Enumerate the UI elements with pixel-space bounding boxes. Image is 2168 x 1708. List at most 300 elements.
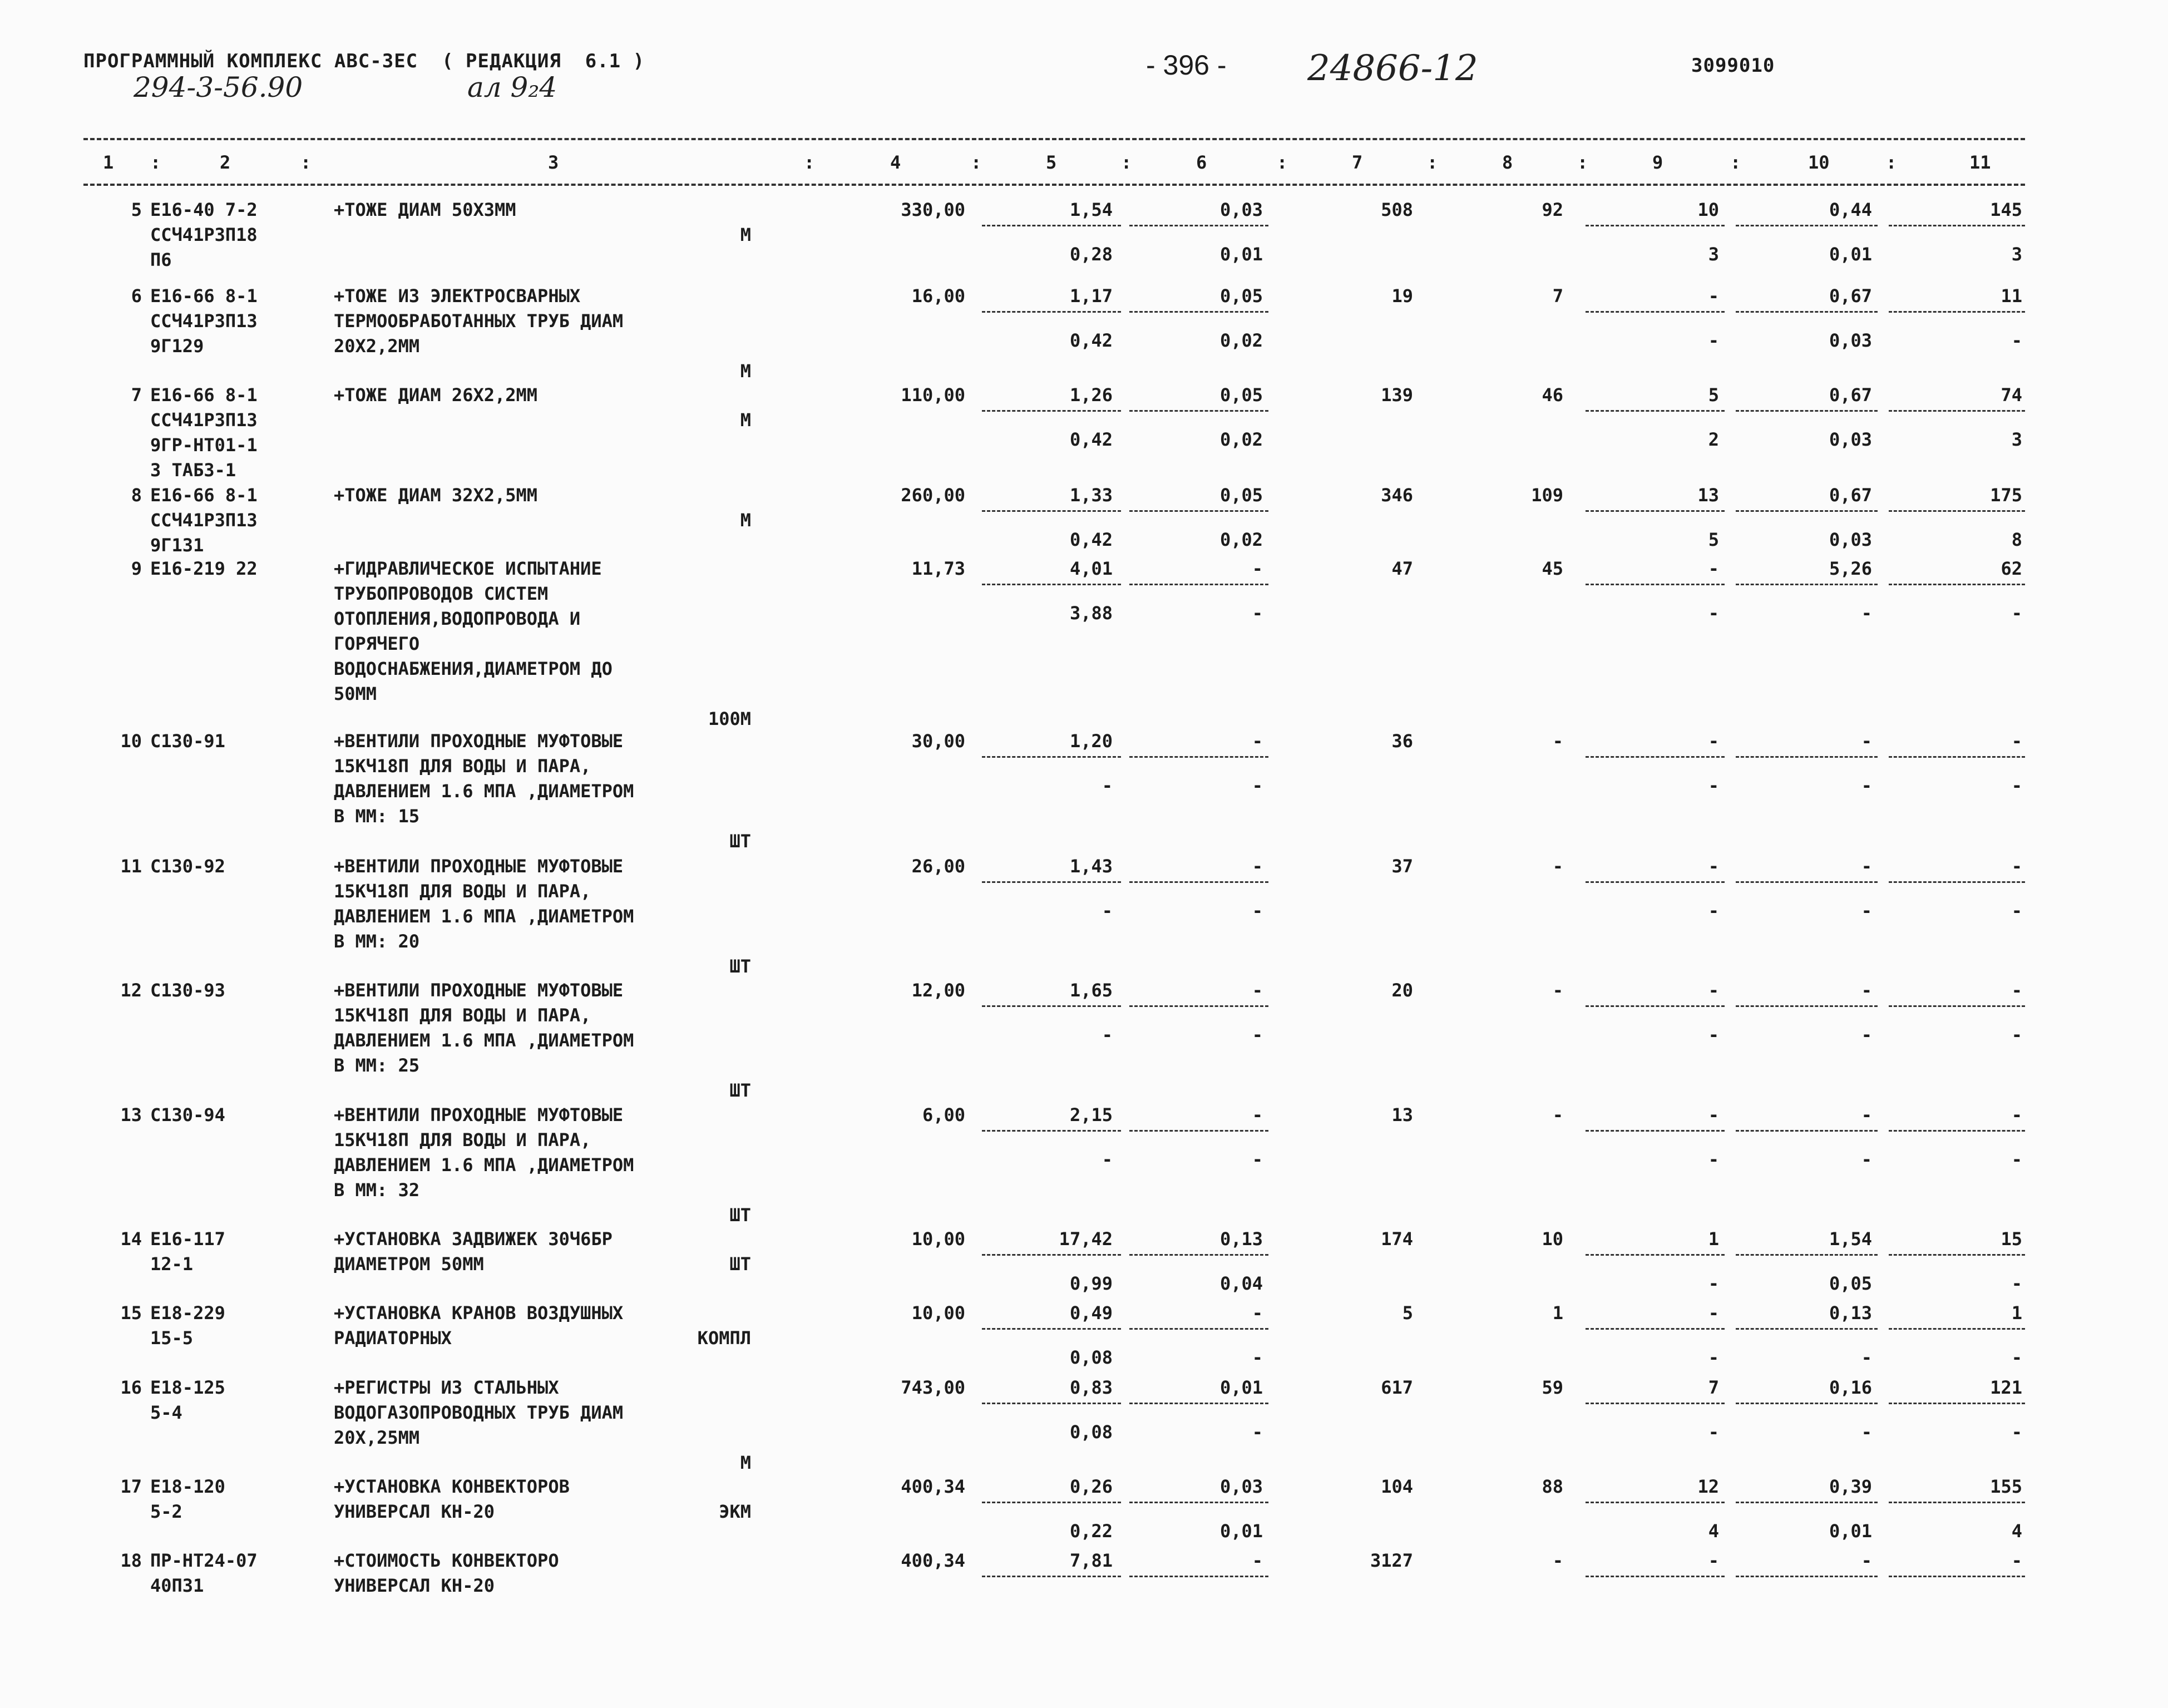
cell-divider bbox=[1889, 881, 2025, 883]
work-description: 15КЧ18П ДЛЯ ВОДЫ И ПАРА, bbox=[334, 1005, 591, 1026]
col11-value: - bbox=[2011, 856, 2022, 877]
cell-divider bbox=[1736, 881, 1878, 883]
unit-cost-wages: - bbox=[1102, 1149, 1113, 1170]
unit-cost-machine-wages: 0,02 bbox=[1219, 429, 1263, 450]
total-wages: - bbox=[1552, 1104, 1563, 1125]
cell-divider bbox=[1889, 1254, 2025, 1256]
unit-cost-machine-wages: 0,02 bbox=[1219, 330, 1263, 351]
unit-of-measure: ШТ bbox=[729, 956, 751, 977]
unit-cost-wages: - bbox=[1102, 1024, 1113, 1045]
total-wages: 7 bbox=[1552, 285, 1563, 307]
total-cost: 174 bbox=[1381, 1228, 1413, 1250]
column-separator: : bbox=[1577, 152, 1588, 173]
column-header-9: 9 bbox=[1652, 152, 1663, 173]
work-description: +ТОЖЕ ДИАМ 26Х2,2ММ bbox=[334, 384, 538, 406]
unit-cost-wages: - bbox=[1102, 900, 1113, 921]
work-description: +ТОЖЕ ИЗ ЭЛЕКТРОСВАРНЫХ bbox=[334, 285, 581, 307]
col11-value: 121 bbox=[1990, 1377, 2022, 1398]
row-number: 11 bbox=[120, 856, 142, 877]
cell-divider bbox=[1889, 225, 2025, 226]
column-header-5: 5 bbox=[1046, 152, 1057, 173]
work-description: +ВЕНТИЛИ ПРОХОДНЫЕ МУФТОВЫЕ bbox=[334, 1104, 624, 1125]
work-description: +ТОЖЕ ДИАМ 50Х3ММ bbox=[334, 199, 516, 220]
column-header-3: 3 bbox=[548, 152, 559, 173]
cell-divider bbox=[1129, 756, 1268, 758]
total-cost: 47 bbox=[1391, 558, 1413, 579]
col9-value: - bbox=[1708, 856, 1719, 877]
unit-cost-wages: 3,88 bbox=[1069, 603, 1113, 624]
cell-divider bbox=[1889, 1576, 2025, 1577]
col9-value: 1 bbox=[1708, 1228, 1719, 1250]
unit-of-measure: 100М bbox=[708, 708, 751, 729]
column-header-8: 8 bbox=[1502, 152, 1513, 173]
work-description: УНИВЕРСАЛ КН-20 bbox=[334, 1501, 495, 1522]
cell-divider bbox=[1736, 1254, 1878, 1256]
col10-value: - bbox=[1861, 856, 1872, 877]
quantity: 110,00 bbox=[901, 384, 965, 406]
unit-cost-total: 1,54 bbox=[1069, 199, 1113, 220]
unit-cost-total: 1,26 bbox=[1069, 384, 1113, 406]
col9-value: - bbox=[1708, 1302, 1719, 1324]
cell-divider bbox=[1586, 756, 1725, 758]
unit-of-measure: М bbox=[740, 510, 751, 531]
cell-divider bbox=[982, 1254, 1121, 1256]
row-number: 9 bbox=[131, 558, 142, 579]
unit-cost-total: 0,49 bbox=[1069, 1302, 1113, 1324]
col9-value: 13 bbox=[1697, 485, 1719, 506]
col10-subvalue: - bbox=[1861, 1024, 1872, 1045]
col11-subvalue: - bbox=[2011, 1149, 2022, 1170]
unit-cost-machine-wages: 0,01 bbox=[1219, 1521, 1263, 1542]
cell-divider bbox=[1586, 1328, 1725, 1330]
col9-subvalue: - bbox=[1708, 603, 1719, 624]
work-description: ДАВЛЕНИЕМ 1.6 МПА ,ДИАМЕТРОМ bbox=[334, 1030, 634, 1051]
col9-subvalue: 3 bbox=[1708, 244, 1719, 265]
col11-subvalue: - bbox=[2011, 330, 2022, 351]
work-description: +РЕГИСТРЫ ИЗ СТАЛЬНЫХ bbox=[334, 1377, 559, 1398]
total-wages: 45 bbox=[1542, 558, 1563, 579]
norm-code: 9Г131 bbox=[150, 535, 204, 556]
unit-cost-machine-wages: - bbox=[1252, 1421, 1263, 1443]
unit-cost-total: 1,65 bbox=[1069, 980, 1113, 1001]
unit-of-measure: ШТ bbox=[729, 1205, 751, 1226]
quantity: 330,00 bbox=[901, 199, 965, 220]
unit-cost-total: 0,83 bbox=[1069, 1377, 1113, 1398]
unit-cost-total: 0,26 bbox=[1069, 1476, 1113, 1497]
total-wages: - bbox=[1552, 980, 1563, 1001]
row-number: 14 bbox=[120, 1228, 142, 1250]
total-cost: 19 bbox=[1391, 285, 1413, 307]
cell-divider bbox=[1889, 510, 2025, 512]
col10-subvalue: - bbox=[1861, 775, 1872, 796]
col11-value: - bbox=[2011, 980, 2022, 1001]
cell-divider bbox=[1736, 1328, 1878, 1330]
col9-value: - bbox=[1708, 1550, 1719, 1571]
unit-cost-total: 1,33 bbox=[1069, 485, 1113, 506]
norm-code: E16-219 22 bbox=[150, 558, 258, 579]
col9-subvalue: 4 bbox=[1708, 1521, 1719, 1542]
total-cost: 3127 bbox=[1370, 1550, 1413, 1571]
column-header-7: 7 bbox=[1352, 152, 1363, 173]
col11-value: 145 bbox=[1990, 199, 2022, 220]
work-description: ТРУБОПРОВОДОВ СИСТЕМ bbox=[334, 583, 549, 604]
col10-value: 0,13 bbox=[1829, 1302, 1872, 1324]
unit-cost-total: 1,17 bbox=[1069, 285, 1113, 307]
column-header-4: 4 bbox=[890, 152, 901, 173]
col11-value: - bbox=[2011, 730, 2022, 752]
unit-cost-total: 17,42 bbox=[1059, 1228, 1113, 1250]
cell-divider bbox=[1889, 1502, 2025, 1503]
work-description: 20Х2,2ММ bbox=[334, 335, 420, 357]
col9-value: - bbox=[1708, 980, 1719, 1001]
col11-subvalue: - bbox=[2011, 603, 2022, 624]
total-wages: 1 bbox=[1552, 1302, 1563, 1324]
program-title: ПРОГРАММНЫЙ КОМПЛЕКС АВС-3ЕС ( РЕДАКЦИЯ 6.1 ) bbox=[83, 50, 645, 72]
row-number: 13 bbox=[120, 1104, 142, 1125]
norm-code: 9ГР-НТ01-1 bbox=[150, 435, 258, 456]
cell-divider bbox=[982, 1328, 1121, 1330]
work-description: 15КЧ18П ДЛЯ ВОДЫ И ПАРА, bbox=[334, 881, 591, 902]
quantity: 400,34 bbox=[901, 1476, 965, 1497]
unit-cost-machines: - bbox=[1252, 856, 1263, 877]
cell-divider bbox=[1129, 1328, 1268, 1330]
unit-cost-machines: - bbox=[1252, 730, 1263, 752]
col9-subvalue: - bbox=[1708, 330, 1719, 351]
col10-subvalue: 0,03 bbox=[1829, 529, 1872, 550]
total-wages: 88 bbox=[1542, 1476, 1563, 1497]
row-number: 17 bbox=[120, 1476, 142, 1497]
unit-of-measure: ШТ bbox=[729, 831, 751, 852]
quantity: 743,00 bbox=[901, 1377, 965, 1398]
col9-subvalue: - bbox=[1708, 1421, 1719, 1443]
cell-divider bbox=[1129, 1254, 1268, 1256]
work-description: 15КЧ18П ДЛЯ ВОДЫ И ПАРА, bbox=[334, 1129, 591, 1151]
cell-divider bbox=[1586, 881, 1725, 883]
col10-subvalue: - bbox=[1861, 1347, 1872, 1368]
work-description: ОТОПЛЕНИЯ,ВОДОПРОВОДА И bbox=[334, 608, 581, 629]
unit-cost-wages: - bbox=[1102, 775, 1113, 796]
col10-value: 0,67 bbox=[1829, 285, 1872, 307]
cell-divider bbox=[1129, 1403, 1268, 1404]
work-description: +УСТАНОВКА КРАНОВ ВОЗДУШНЫХ bbox=[334, 1302, 624, 1324]
col9-subvalue: - bbox=[1708, 900, 1719, 921]
col10-subvalue: - bbox=[1861, 1421, 1872, 1443]
work-description: 50ММ bbox=[334, 683, 377, 704]
work-description: +ТОЖЕ ДИАМ 32Х2,5ММ bbox=[334, 485, 538, 506]
col9-subvalue: - bbox=[1708, 1273, 1719, 1294]
column-separator: : bbox=[804, 152, 815, 173]
col9-value: - bbox=[1708, 730, 1719, 752]
col10-value: - bbox=[1861, 980, 1872, 1001]
cell-divider bbox=[1736, 225, 1878, 226]
row-number: 5 bbox=[131, 199, 142, 220]
cell-divider bbox=[982, 584, 1121, 585]
document-number-handwritten: 24866-12 bbox=[1307, 48, 1478, 89]
work-description: ДАВЛЕНИЕМ 1.6 МПА ,ДИАМЕТРОМ bbox=[334, 906, 634, 927]
norm-code: E18-120 bbox=[150, 1476, 225, 1497]
column-separator: : bbox=[1886, 152, 1897, 173]
unit-of-measure: М bbox=[740, 361, 751, 382]
document-code: 3099010 bbox=[1691, 55, 1775, 77]
unit-cost-machines: 0,03 bbox=[1219, 199, 1263, 220]
work-description: ГОРЯЧЕГО bbox=[334, 633, 420, 654]
col11-value: 74 bbox=[2001, 384, 2022, 406]
col10-subvalue: 0,01 bbox=[1829, 1521, 1872, 1542]
column-separator: : bbox=[300, 152, 312, 173]
work-description: 15КЧ18П ДЛЯ ВОДЫ И ПАРА, bbox=[334, 756, 591, 777]
cell-divider bbox=[982, 510, 1121, 512]
col11-value: 175 bbox=[1990, 485, 2022, 506]
row-number: 8 bbox=[131, 485, 142, 506]
work-description: ВОДОГАЗОПРОВОДНЫХ ТРУБ ДИАМ bbox=[334, 1402, 624, 1423]
norm-code: 5-2 bbox=[150, 1501, 182, 1522]
total-wages: 10 bbox=[1542, 1228, 1563, 1250]
col10-value: 0,16 bbox=[1829, 1377, 1872, 1398]
unit-of-measure: ШТ bbox=[729, 1253, 751, 1275]
work-description: +ВЕНТИЛИ ПРОХОДНЫЕ МУФТОВЫЕ bbox=[334, 730, 624, 752]
col10-value: 0,67 bbox=[1829, 485, 1872, 506]
row-number: 16 bbox=[120, 1377, 142, 1398]
norm-code: 12-1 bbox=[150, 1253, 194, 1275]
work-description: В ММ: 20 bbox=[334, 931, 420, 952]
norm-code: E18-125 bbox=[150, 1377, 225, 1398]
work-description: +СТОИМОСТЬ КОНВЕКТОРО bbox=[334, 1550, 559, 1571]
unit-cost-machine-wages: - bbox=[1252, 603, 1263, 624]
col11-subvalue: - bbox=[2011, 1273, 2022, 1294]
unit-cost-machines: 0,05 bbox=[1219, 384, 1263, 406]
norm-code: C130-93 bbox=[150, 980, 225, 1001]
table-header-rule bbox=[83, 184, 2025, 186]
col10-value: - bbox=[1861, 730, 1872, 752]
col11-value: 15 bbox=[2001, 1228, 2022, 1250]
col9-subvalue: - bbox=[1708, 1024, 1719, 1045]
column-separator: : bbox=[971, 152, 982, 173]
unit-cost-wages: 0,42 bbox=[1069, 529, 1113, 550]
column-header-2: 2 bbox=[220, 152, 231, 173]
cell-divider bbox=[1736, 311, 1878, 313]
unit-cost-machine-wages: 0,02 bbox=[1219, 529, 1263, 550]
cell-divider bbox=[1736, 1502, 1878, 1503]
col11-subvalue: - bbox=[2011, 1347, 2022, 1368]
cell-divider bbox=[1129, 1130, 1268, 1132]
unit-cost-machine-wages: - bbox=[1252, 1024, 1263, 1045]
cell-divider bbox=[1129, 1502, 1268, 1503]
col9-value: - bbox=[1708, 285, 1719, 307]
total-cost: 36 bbox=[1391, 730, 1413, 752]
col10-subvalue: 0,03 bbox=[1829, 330, 1872, 351]
unit-cost-wages: 0,99 bbox=[1069, 1273, 1113, 1294]
col10-value: - bbox=[1861, 1104, 1872, 1125]
total-cost: 346 bbox=[1381, 485, 1413, 506]
unit-cost-wages: 0,28 bbox=[1069, 244, 1113, 265]
total-wages: 109 bbox=[1531, 485, 1563, 506]
cell-divider bbox=[1586, 584, 1725, 585]
col10-value: - bbox=[1861, 1550, 1872, 1571]
col11-value: - bbox=[2011, 1104, 2022, 1125]
work-description: УНИВЕРСАЛ КН-20 bbox=[334, 1575, 495, 1596]
norm-code: E16-66 8-1 bbox=[150, 285, 258, 307]
col11-value: 11 bbox=[2001, 285, 2022, 307]
total-cost: 5 bbox=[1402, 1302, 1413, 1324]
cell-divider bbox=[1736, 1005, 1878, 1007]
col11-subvalue: - bbox=[2011, 775, 2022, 796]
cell-divider bbox=[1586, 1502, 1725, 1503]
cell-divider bbox=[1129, 584, 1268, 585]
work-description: +УСТАНОВКА КОНВЕКТОРОВ bbox=[334, 1476, 570, 1497]
cell-divider bbox=[1129, 410, 1268, 412]
cell-divider bbox=[982, 881, 1121, 883]
work-description: В ММ: 32 bbox=[334, 1179, 420, 1201]
norm-code: E18-229 bbox=[150, 1302, 225, 1324]
quantity: 400,34 bbox=[901, 1550, 965, 1571]
album-number-handwritten: ал 9₂4 bbox=[467, 71, 557, 103]
page-number: - 396 - bbox=[1146, 50, 1227, 81]
cell-divider bbox=[1889, 756, 2025, 758]
work-description: ДИАМЕТРОМ 50ММ bbox=[334, 1253, 484, 1275]
cell-divider bbox=[982, 225, 1121, 226]
cell-divider bbox=[1736, 1403, 1878, 1404]
cell-divider bbox=[1736, 410, 1878, 412]
total-cost: 617 bbox=[1381, 1377, 1413, 1398]
col11-subvalue: 3 bbox=[2011, 429, 2022, 450]
column-separator: : bbox=[150, 152, 161, 173]
col11-subvalue: 8 bbox=[2011, 529, 2022, 550]
cell-divider bbox=[1736, 510, 1878, 512]
quantity: 6,00 bbox=[922, 1104, 965, 1125]
cell-divider bbox=[982, 1502, 1121, 1503]
unit-cost-machines: - bbox=[1252, 1550, 1263, 1571]
col10-value: 1,54 bbox=[1829, 1228, 1872, 1250]
unit-cost-total: 4,01 bbox=[1069, 558, 1113, 579]
column-separator: : bbox=[1730, 152, 1741, 173]
cell-divider bbox=[1889, 1328, 2025, 1330]
cell-divider bbox=[1889, 584, 2025, 585]
cell-divider bbox=[1889, 1130, 2025, 1132]
unit-cost-machine-wages: 0,04 bbox=[1219, 1273, 1263, 1294]
norm-code: П6 bbox=[150, 249, 172, 270]
col10-value: 0,67 bbox=[1829, 384, 1872, 406]
unit-cost-total: 2,15 bbox=[1069, 1104, 1113, 1125]
norm-code: ПР-НТ24-07 bbox=[150, 1550, 258, 1571]
norm-code: C130-91 bbox=[150, 730, 225, 752]
unit-cost-machines: 0,01 bbox=[1219, 1377, 1263, 1398]
col11-value: 62 bbox=[2001, 558, 2022, 579]
unit-cost-machine-wages: - bbox=[1252, 900, 1263, 921]
col9-subvalue: - bbox=[1708, 1347, 1719, 1368]
col11-subvalue: 4 bbox=[2011, 1521, 2022, 1542]
cell-divider bbox=[1889, 1403, 2025, 1404]
row-number: 18 bbox=[120, 1550, 142, 1571]
col10-subvalue: - bbox=[1861, 603, 1872, 624]
row-number: 6 bbox=[131, 285, 142, 307]
col9-value: 7 bbox=[1708, 1377, 1719, 1398]
total-cost: 508 bbox=[1381, 199, 1413, 220]
unit-cost-wages: 0,42 bbox=[1069, 429, 1113, 450]
cell-divider bbox=[1736, 1576, 1878, 1577]
total-wages: 92 bbox=[1542, 199, 1563, 220]
column-separator: : bbox=[1277, 152, 1288, 173]
col10-value: 0,39 bbox=[1829, 1476, 1872, 1497]
cell-divider bbox=[982, 756, 1121, 758]
cell-divider bbox=[1129, 225, 1268, 226]
norm-code: ССЧ41Р3П13 bbox=[150, 310, 258, 332]
unit-of-measure: М bbox=[740, 1452, 751, 1473]
norm-code: 9Г129 bbox=[150, 335, 204, 357]
column-header-1: 1 bbox=[103, 152, 114, 173]
cell-divider bbox=[1129, 311, 1268, 313]
col10-subvalue: 0,01 bbox=[1829, 244, 1872, 265]
unit-of-measure: ЭКМ bbox=[719, 1501, 751, 1522]
norm-code: E16-40 7-2 bbox=[150, 199, 258, 220]
norm-code: ССЧ41Р3П13 bbox=[150, 510, 258, 531]
col10-subvalue: - bbox=[1861, 900, 1872, 921]
row-number: 12 bbox=[120, 980, 142, 1001]
work-description: ВОДОСНАБЖЕНИЯ,ДИАМЕТРОМ ДО bbox=[334, 658, 613, 679]
cell-divider bbox=[982, 1130, 1121, 1132]
work-description: В ММ: 15 bbox=[334, 806, 420, 827]
norm-code: 40П31 bbox=[150, 1575, 204, 1596]
quantity: 30,00 bbox=[911, 730, 965, 752]
cell-divider bbox=[1889, 410, 2025, 412]
cell-divider bbox=[1586, 1005, 1725, 1007]
col9-subvalue: 5 bbox=[1708, 529, 1719, 550]
cell-divider bbox=[982, 1576, 1121, 1577]
col11-value: 155 bbox=[1990, 1476, 2022, 1497]
norm-code: ССЧ41Р3П13 bbox=[150, 409, 258, 431]
total-cost: 139 bbox=[1381, 384, 1413, 406]
unit-cost-wages: 0,22 bbox=[1069, 1521, 1113, 1542]
total-wages: - bbox=[1552, 730, 1563, 752]
work-description: +ВЕНТИЛИ ПРОХОДНЫЕ МУФТОВЫЕ bbox=[334, 980, 624, 1001]
work-description: В ММ: 25 bbox=[334, 1055, 420, 1076]
cell-divider bbox=[1586, 1130, 1725, 1132]
unit-cost-machine-wages: - bbox=[1252, 1149, 1263, 1170]
unit-cost-total: 1,20 bbox=[1069, 730, 1113, 752]
col9-subvalue: - bbox=[1708, 1149, 1719, 1170]
norm-code: 15-5 bbox=[150, 1327, 194, 1349]
unit-cost-machine-wages: - bbox=[1252, 775, 1263, 796]
col9-value: - bbox=[1708, 1104, 1719, 1125]
work-description: РАДИАТОРНЫХ bbox=[334, 1327, 452, 1349]
work-description: ДАВЛЕНИЕМ 1.6 МПА ,ДИАМЕТРОМ bbox=[334, 781, 634, 802]
cell-divider bbox=[982, 1403, 1121, 1404]
cell-divider bbox=[982, 311, 1121, 313]
cell-divider bbox=[1889, 311, 2025, 313]
col10-value: 5,26 bbox=[1829, 558, 1872, 579]
cell-divider bbox=[1586, 510, 1725, 512]
unit-cost-total: 7,81 bbox=[1069, 1550, 1113, 1571]
col9-value: 12 bbox=[1697, 1476, 1719, 1497]
unit-cost-machines: - bbox=[1252, 980, 1263, 1001]
cell-divider bbox=[1736, 756, 1878, 758]
work-description: +УСТАНОВКА ЗАДВИЖЕК 30Ч6БР bbox=[334, 1228, 613, 1250]
work-description: 20Х,25ММ bbox=[334, 1427, 420, 1448]
unit-cost-machines: 0,03 bbox=[1219, 1476, 1263, 1497]
total-wages: - bbox=[1552, 1550, 1563, 1571]
cell-divider bbox=[1586, 225, 1725, 226]
quantity: 12,00 bbox=[911, 980, 965, 1001]
table-top-rule bbox=[83, 138, 2025, 140]
col11-subvalue: - bbox=[2011, 1024, 2022, 1045]
total-cost: 104 bbox=[1381, 1476, 1413, 1497]
norm-code: E16-66 8-1 bbox=[150, 485, 258, 506]
unit-cost-wages: 0,42 bbox=[1069, 330, 1113, 351]
unit-cost-machines: 0,05 bbox=[1219, 285, 1263, 307]
norm-code: E16-117 bbox=[150, 1228, 225, 1250]
unit-cost-machines: - bbox=[1252, 1302, 1263, 1324]
col10-subvalue: 0,05 bbox=[1829, 1273, 1872, 1294]
column-separator: : bbox=[1427, 152, 1438, 173]
